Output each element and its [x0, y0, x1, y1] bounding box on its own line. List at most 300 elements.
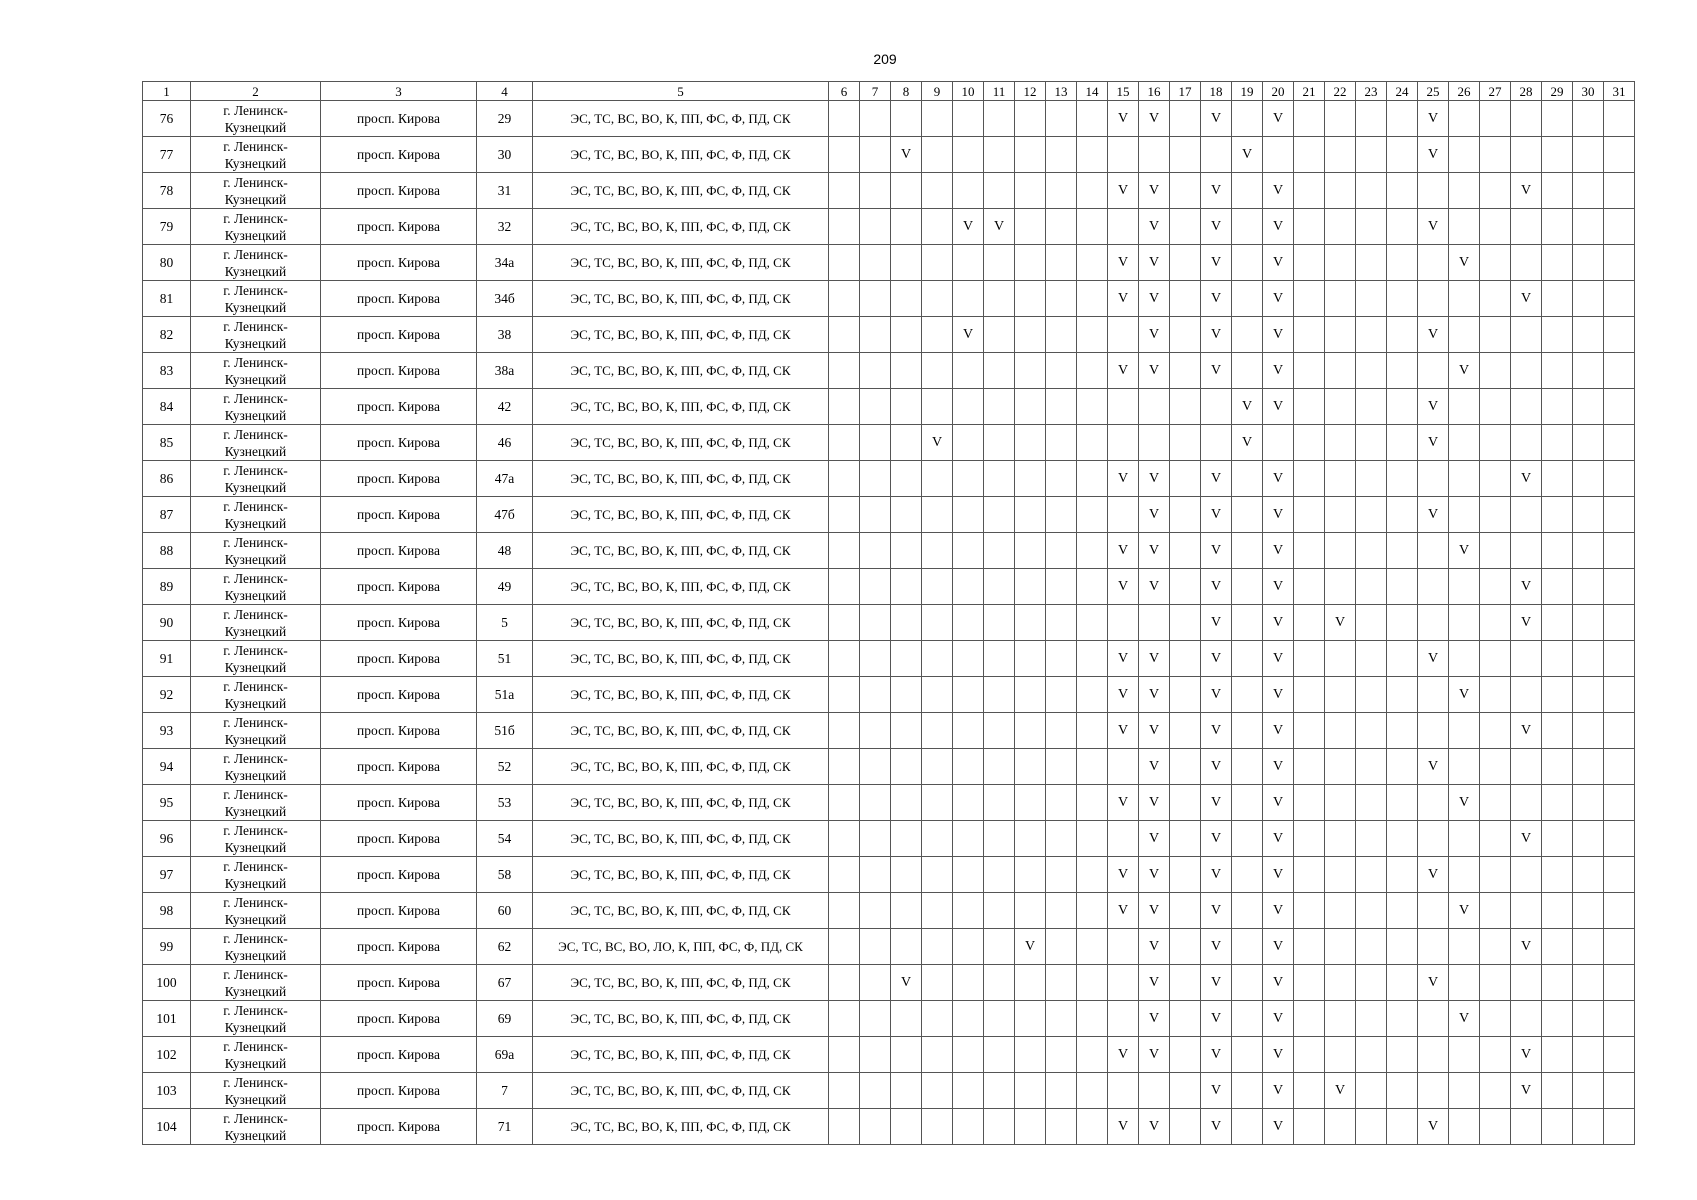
house-number-cell: 29 — [477, 101, 533, 137]
empty-cell — [1387, 1037, 1418, 1073]
empty-cell — [1449, 821, 1480, 857]
city-cell — [191, 209, 321, 245]
empty-cell — [1511, 497, 1542, 533]
empty-cell — [1480, 137, 1511, 173]
empty-cell — [1015, 713, 1046, 749]
empty-cell — [1170, 389, 1201, 425]
empty-cell — [1604, 461, 1635, 497]
table-row — [143, 137, 1635, 173]
house-number-cell: 52 — [477, 749, 533, 785]
empty-cell — [1356, 425, 1387, 461]
city-name-line: Кузнецкий — [224, 839, 287, 855]
city-name-line: Кузнецкий — [224, 443, 287, 459]
check-mark-cell: V — [1139, 857, 1170, 893]
empty-cell — [1046, 785, 1077, 821]
empty-cell — [891, 749, 922, 785]
empty-cell — [1077, 749, 1108, 785]
empty-cell — [1418, 173, 1449, 209]
house-number-cell: 30 — [477, 137, 533, 173]
empty-cell — [1015, 281, 1046, 317]
row-number-cell: 83 — [143, 353, 191, 389]
check-mark-cell: V — [1511, 281, 1542, 317]
check-mark-cell: V — [1201, 101, 1232, 137]
empty-cell — [1232, 713, 1263, 749]
empty-cell — [1077, 677, 1108, 713]
city-name-line: Кузнецкий — [224, 947, 287, 963]
empty-cell — [1418, 605, 1449, 641]
house-number-cell: 47б — [477, 497, 533, 533]
check-mark-cell: V — [1263, 209, 1294, 245]
street-cell: просп. Кирова — [321, 893, 477, 929]
check-mark-cell: V — [1139, 821, 1170, 857]
empty-cell — [891, 605, 922, 641]
empty-cell — [1449, 641, 1480, 677]
check-mark-cell: V — [1449, 1001, 1480, 1037]
empty-cell — [1356, 1001, 1387, 1037]
check-mark-cell: V — [1201, 173, 1232, 209]
empty-cell — [1356, 173, 1387, 209]
empty-cell — [1542, 749, 1573, 785]
empty-cell — [922, 1073, 953, 1109]
street-cell: просп. Кирова — [321, 173, 477, 209]
empty-cell — [1542, 893, 1573, 929]
empty-cell — [1573, 713, 1604, 749]
empty-cell — [1294, 209, 1325, 245]
empty-cell — [922, 641, 953, 677]
empty-cell — [1418, 461, 1449, 497]
city-cell — [191, 641, 321, 677]
empty-cell — [1356, 245, 1387, 281]
check-mark-cell: V — [1418, 641, 1449, 677]
empty-cell — [984, 497, 1015, 533]
column-header: 1 — [143, 82, 191, 101]
city-cell — [191, 101, 321, 137]
empty-cell — [1077, 929, 1108, 965]
empty-cell — [1077, 245, 1108, 281]
empty-cell — [891, 425, 922, 461]
empty-cell — [1356, 317, 1387, 353]
services-cell: ЭС, ТС, ВС, ВО, К, ПП, ФС, Ф, ПД, СК — [533, 965, 829, 1001]
empty-cell — [1573, 101, 1604, 137]
empty-cell — [1480, 533, 1511, 569]
street-cell: просп. Кирова — [321, 857, 477, 893]
check-mark-cell: V — [1139, 101, 1170, 137]
check-mark-cell: V — [1263, 641, 1294, 677]
check-mark-cell: V — [1139, 1037, 1170, 1073]
empty-cell — [1356, 497, 1387, 533]
city-cell — [191, 569, 321, 605]
empty-cell — [1604, 677, 1635, 713]
empty-cell — [1480, 1037, 1511, 1073]
empty-cell — [829, 857, 860, 893]
empty-cell — [1294, 101, 1325, 137]
city-name-line: г. Ленинск- — [223, 318, 288, 334]
city-cell — [191, 389, 321, 425]
table-row — [143, 497, 1635, 533]
check-mark-cell: V — [1263, 461, 1294, 497]
table-row — [143, 1109, 1635, 1145]
empty-cell — [1542, 1073, 1573, 1109]
empty-cell — [1449, 389, 1480, 425]
city-name-line: Кузнецкий — [224, 119, 287, 135]
empty-cell — [1449, 857, 1480, 893]
check-mark-cell: V — [1108, 353, 1139, 389]
street-cell: просп. Кирова — [321, 245, 477, 281]
empty-cell — [1480, 101, 1511, 137]
check-mark-cell: V — [1108, 281, 1139, 317]
empty-cell — [1604, 1109, 1635, 1145]
empty-cell — [829, 209, 860, 245]
check-mark-cell: V — [1263, 317, 1294, 353]
empty-cell — [1542, 209, 1573, 245]
check-mark-cell: V — [1263, 389, 1294, 425]
empty-cell — [891, 785, 922, 821]
row-number-cell: 78 — [143, 173, 191, 209]
empty-cell — [1387, 461, 1418, 497]
empty-cell — [1573, 929, 1604, 965]
city-name-line: Кузнецкий — [224, 587, 287, 603]
row-number-cell: 94 — [143, 749, 191, 785]
services-cell: ЭС, ТС, ВС, ВО, К, ПП, ФС, Ф, ПД, СК — [533, 569, 829, 605]
empty-cell — [953, 641, 984, 677]
empty-cell — [891, 1001, 922, 1037]
empty-cell — [1294, 569, 1325, 605]
empty-cell — [860, 245, 891, 281]
check-mark-cell: V — [1232, 137, 1263, 173]
empty-cell — [1356, 389, 1387, 425]
empty-cell — [1232, 1001, 1263, 1037]
empty-cell — [860, 209, 891, 245]
empty-cell — [1232, 317, 1263, 353]
empty-cell — [1294, 893, 1325, 929]
empty-cell — [1294, 1037, 1325, 1073]
empty-cell — [1263, 137, 1294, 173]
empty-cell — [1108, 497, 1139, 533]
empty-cell — [1139, 389, 1170, 425]
empty-cell — [1015, 965, 1046, 1001]
empty-cell — [1449, 173, 1480, 209]
city-name-line: Кузнецкий — [224, 335, 287, 351]
empty-cell — [1077, 821, 1108, 857]
empty-cell — [1077, 605, 1108, 641]
empty-cell — [1480, 497, 1511, 533]
empty-cell — [1046, 101, 1077, 137]
empty-cell — [1170, 461, 1201, 497]
empty-cell — [1170, 749, 1201, 785]
empty-cell — [829, 569, 860, 605]
empty-cell — [829, 101, 860, 137]
row-number-cell: 104 — [143, 1109, 191, 1145]
empty-cell — [1139, 605, 1170, 641]
street-cell: просп. Кирова — [321, 425, 477, 461]
empty-cell — [1387, 677, 1418, 713]
check-mark-cell: V — [984, 209, 1015, 245]
empty-cell — [984, 317, 1015, 353]
empty-cell — [1170, 101, 1201, 137]
column-header: 20 — [1263, 82, 1294, 101]
street-cell: просп. Кирова — [321, 713, 477, 749]
empty-cell — [829, 929, 860, 965]
services-cell: ЭС, ТС, ВС, ВО, К, ПП, ФС, Ф, ПД, СК — [533, 1037, 829, 1073]
empty-cell — [1480, 749, 1511, 785]
empty-cell — [1294, 929, 1325, 965]
empty-cell — [953, 713, 984, 749]
check-mark-cell: V — [1201, 713, 1232, 749]
column-header: 24 — [1387, 82, 1418, 101]
empty-cell — [1170, 317, 1201, 353]
check-mark-cell: V — [1139, 929, 1170, 965]
empty-cell — [860, 821, 891, 857]
empty-cell — [1294, 1073, 1325, 1109]
empty-cell — [1077, 173, 1108, 209]
check-mark-cell: V — [1108, 245, 1139, 281]
check-mark-cell: V — [1263, 785, 1294, 821]
empty-cell — [1387, 425, 1418, 461]
city-cell — [191, 461, 321, 497]
empty-cell — [1542, 533, 1573, 569]
empty-cell — [1046, 965, 1077, 1001]
empty-cell — [1077, 641, 1108, 677]
empty-cell — [953, 281, 984, 317]
city-name-line: г. Ленинск- — [223, 1074, 288, 1090]
city-cell — [191, 929, 321, 965]
empty-cell — [1387, 749, 1418, 785]
city-name-line: Кузнецкий — [224, 983, 287, 999]
empty-cell — [1325, 425, 1356, 461]
row-number-cell: 99 — [143, 929, 191, 965]
empty-cell — [1170, 965, 1201, 1001]
empty-cell — [891, 821, 922, 857]
empty-cell — [829, 1037, 860, 1073]
check-mark-cell: V — [1108, 641, 1139, 677]
empty-cell — [1542, 137, 1573, 173]
empty-cell — [891, 173, 922, 209]
empty-cell — [1170, 533, 1201, 569]
empty-cell — [1511, 317, 1542, 353]
city-name-line: г. Ленинск- — [223, 174, 288, 190]
check-mark-cell: V — [1511, 1037, 1542, 1073]
column-header: 15 — [1108, 82, 1139, 101]
check-mark-cell: V — [1108, 101, 1139, 137]
empty-cell — [1232, 461, 1263, 497]
empty-cell — [1046, 713, 1077, 749]
table-row — [143, 461, 1635, 497]
empty-cell — [829, 425, 860, 461]
empty-cell — [1480, 893, 1511, 929]
column-header: 21 — [1294, 82, 1325, 101]
check-mark-cell: V — [953, 209, 984, 245]
empty-cell — [891, 461, 922, 497]
house-number-cell: 34б — [477, 281, 533, 317]
check-mark-cell: V — [1325, 605, 1356, 641]
empty-cell — [922, 353, 953, 389]
services-cell: ЭС, ТС, ВС, ВО, К, ПП, ФС, Ф, ПД, СК — [533, 893, 829, 929]
services-cell: ЭС, ТС, ВС, ВО, К, ПП, ФС, Ф, ПД, СК — [533, 281, 829, 317]
empty-cell — [1356, 209, 1387, 245]
empty-cell — [1480, 677, 1511, 713]
services-cell: ЭС, ТС, ВС, ВО, К, ПП, ФС, Ф, ПД, СК — [533, 425, 829, 461]
city-name-line: Кузнецкий — [224, 803, 287, 819]
empty-cell — [1015, 641, 1046, 677]
empty-cell — [953, 1037, 984, 1073]
check-mark-cell: V — [1108, 857, 1139, 893]
check-mark-cell: V — [1232, 425, 1263, 461]
empty-cell — [1077, 137, 1108, 173]
empty-cell — [1480, 1109, 1511, 1145]
empty-cell — [922, 209, 953, 245]
empty-cell — [1542, 1109, 1573, 1145]
empty-cell — [1170, 713, 1201, 749]
empty-cell — [953, 245, 984, 281]
empty-cell — [1201, 137, 1232, 173]
empty-cell — [829, 749, 860, 785]
check-mark-cell: V — [1263, 929, 1294, 965]
empty-cell — [1108, 425, 1139, 461]
empty-cell — [1573, 353, 1604, 389]
empty-cell — [1573, 857, 1604, 893]
empty-cell — [1046, 641, 1077, 677]
check-mark-cell: V — [1201, 677, 1232, 713]
check-mark-cell: V — [1263, 605, 1294, 641]
check-mark-cell: V — [1201, 749, 1232, 785]
column-header: 19 — [1232, 82, 1263, 101]
empty-cell — [1325, 785, 1356, 821]
empty-cell — [1573, 425, 1604, 461]
house-number-cell: 7 — [477, 1073, 533, 1109]
empty-cell — [829, 281, 860, 317]
empty-cell — [829, 965, 860, 1001]
empty-cell — [891, 245, 922, 281]
city-cell — [191, 677, 321, 713]
services-cell: ЭС, ТС, ВС, ВО, К, ПП, ФС, Ф, ПД, СК — [533, 677, 829, 713]
empty-cell — [829, 1073, 860, 1109]
table-body — [143, 101, 1635, 1145]
check-mark-cell: V — [1263, 749, 1294, 785]
check-mark-cell: V — [1108, 677, 1139, 713]
empty-cell — [1170, 857, 1201, 893]
house-number-cell: 51б — [477, 713, 533, 749]
empty-cell — [891, 893, 922, 929]
empty-cell — [1542, 1037, 1573, 1073]
empty-cell — [984, 461, 1015, 497]
empty-cell — [1077, 533, 1108, 569]
column-header: 4 — [477, 82, 533, 101]
empty-cell — [1418, 785, 1449, 821]
empty-cell — [1077, 893, 1108, 929]
empty-cell — [1387, 893, 1418, 929]
table-row — [143, 425, 1635, 461]
empty-cell — [1542, 317, 1573, 353]
services-cell: ЭС, ТС, ВС, ВО, К, ПП, ФС, Ф, ПД, СК — [533, 101, 829, 137]
empty-cell — [984, 785, 1015, 821]
empty-cell — [891, 677, 922, 713]
empty-cell — [1511, 101, 1542, 137]
empty-cell — [1511, 749, 1542, 785]
empty-cell — [1604, 1001, 1635, 1037]
empty-cell — [1294, 353, 1325, 389]
empty-cell — [1294, 461, 1325, 497]
check-mark-cell: V — [1263, 569, 1294, 605]
empty-cell — [1232, 209, 1263, 245]
empty-cell — [1604, 281, 1635, 317]
column-header: 11 — [984, 82, 1015, 101]
header-row — [143, 82, 1635, 101]
empty-cell — [1542, 569, 1573, 605]
check-mark-cell: V — [1108, 173, 1139, 209]
empty-cell — [1015, 245, 1046, 281]
empty-cell — [1325, 1001, 1356, 1037]
row-number-cell: 102 — [143, 1037, 191, 1073]
empty-cell — [1418, 893, 1449, 929]
check-mark-cell: V — [1139, 1109, 1170, 1145]
empty-cell — [922, 497, 953, 533]
table-row — [143, 533, 1635, 569]
row-number-cell: 103 — [143, 1073, 191, 1109]
check-mark-cell: V — [1139, 1001, 1170, 1037]
empty-cell — [1356, 1073, 1387, 1109]
empty-cell — [1170, 245, 1201, 281]
empty-cell — [1015, 317, 1046, 353]
services-cell: ЭС, ТС, ВС, ВО, К, ПП, ФС, Ф, ПД, СК — [533, 353, 829, 389]
city-name-line: г. Ленинск- — [223, 966, 288, 982]
empty-cell — [1449, 209, 1480, 245]
city-cell — [191, 137, 321, 173]
house-number-cell: 58 — [477, 857, 533, 893]
empty-cell — [1573, 677, 1604, 713]
house-number-cell: 67 — [477, 965, 533, 1001]
check-mark-cell: V — [1139, 497, 1170, 533]
empty-cell — [1604, 425, 1635, 461]
column-header: 12 — [1015, 82, 1046, 101]
row-number-cell: 96 — [143, 821, 191, 857]
empty-cell — [1170, 821, 1201, 857]
empty-cell — [1387, 389, 1418, 425]
empty-cell — [1604, 353, 1635, 389]
table-row — [143, 173, 1635, 209]
empty-cell — [922, 1109, 953, 1145]
empty-cell — [1232, 605, 1263, 641]
row-number-cell: 77 — [143, 137, 191, 173]
empty-cell — [891, 713, 922, 749]
street-cell: просп. Кирова — [321, 641, 477, 677]
empty-cell — [1077, 101, 1108, 137]
empty-cell — [1480, 713, 1511, 749]
empty-cell — [922, 461, 953, 497]
empty-cell — [1170, 209, 1201, 245]
empty-cell — [1511, 641, 1542, 677]
empty-cell — [829, 389, 860, 425]
empty-cell — [1387, 785, 1418, 821]
row-number-cell: 80 — [143, 245, 191, 281]
empty-cell — [922, 605, 953, 641]
empty-cell — [1573, 569, 1604, 605]
empty-cell — [1604, 245, 1635, 281]
house-number-cell: 31 — [477, 173, 533, 209]
table-row — [143, 893, 1635, 929]
empty-cell — [984, 1073, 1015, 1109]
street-cell: просп. Кирова — [321, 785, 477, 821]
empty-cell — [1108, 821, 1139, 857]
empty-cell — [1356, 929, 1387, 965]
empty-cell — [1232, 857, 1263, 893]
street-cell: просп. Кирова — [321, 605, 477, 641]
city-name-line: г. Ленинск- — [223, 462, 288, 478]
empty-cell — [1232, 533, 1263, 569]
empty-cell — [1170, 137, 1201, 173]
empty-cell — [1170, 425, 1201, 461]
services-cell: ЭС, ТС, ВС, ВО, К, ПП, ФС, Ф, ПД, СК — [533, 713, 829, 749]
city-cell — [191, 533, 321, 569]
